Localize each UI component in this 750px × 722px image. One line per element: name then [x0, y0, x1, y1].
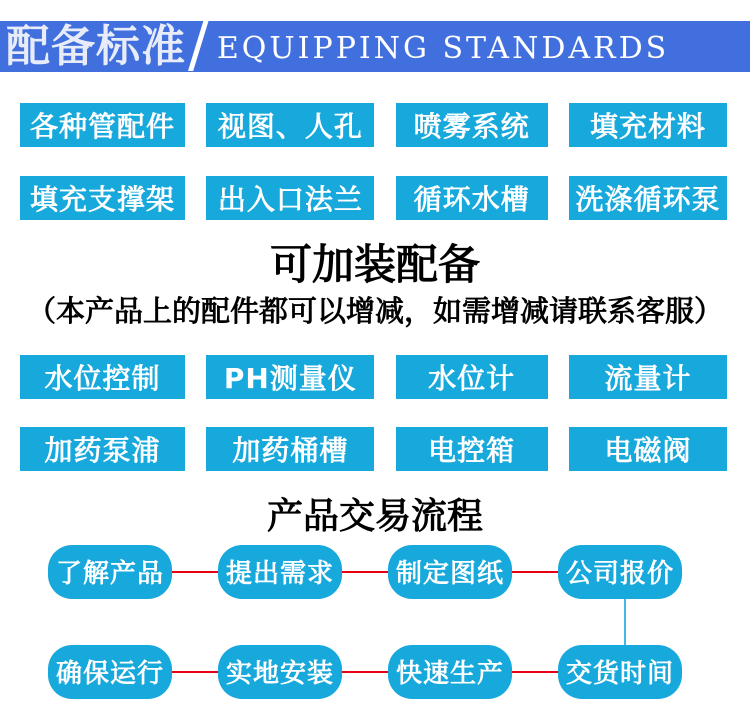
addon-item-flow-meter: 流量计: [569, 355, 727, 399]
standard-item-filling-material: 填充材料: [569, 103, 727, 147]
flow-connector-line: [512, 671, 558, 673]
addon-item-water-level-control: 水位控制: [20, 355, 185, 399]
flow-step-learn-product: 了解产品: [48, 545, 172, 599]
flow-step-make-drawings: 制定图纸: [388, 545, 512, 599]
addon-item-dosing-pump: 加药泵浦: [20, 427, 185, 471]
addon-note: （本产品上的配件都可以增减，如需增减请联系客服）: [26, 294, 723, 329]
standard-item-inlet-outlet-flange: 出入口法兰: [206, 176, 374, 220]
standard-item-view-manhole: 视图、人孔: [206, 103, 374, 147]
flow-step-ensure-operation: 确保运行: [48, 645, 172, 699]
standard-item-washing-pump: 洗涤循环泵: [569, 176, 727, 220]
standard-items-row-2: [0, 176, 750, 220]
addon-item-ph-meter: PH测量仪: [206, 355, 374, 399]
flow-connector-line: [342, 571, 388, 573]
standard-item-circulating-tank: 循环水槽: [396, 176, 548, 220]
addon-item-solenoid-valve: 电磁阀: [569, 427, 727, 471]
flow-step-onsite-installation: 实地安装: [218, 645, 342, 699]
addon-item-water-level-gauge: 水位计: [396, 355, 548, 399]
flow-step-company-quote: 公司报价: [558, 545, 682, 599]
transaction-flow-chart: [0, 545, 750, 713]
banner-title-cn: 配备标准: [6, 20, 186, 72]
flow-step-fast-production: 快速生产: [388, 645, 512, 699]
banner-title-en: EQUIPPING STANDARDS: [216, 31, 670, 66]
standard-item-spray-system: 喷雾系统: [396, 103, 548, 147]
addon-heading: 可加装配备: [269, 240, 480, 289]
flow-step-delivery-time: 交货时间: [558, 645, 682, 699]
addon-items-row-2: [0, 427, 750, 471]
flow-step-raise-requirements: 提出需求: [218, 545, 342, 599]
section-banner: [0, 6, 750, 80]
addon-item-dosing-tank: 加药桶槽: [206, 427, 374, 471]
standard-items-row-1: [0, 103, 750, 147]
standard-item-filling-support: 填充支撑架: [20, 176, 185, 220]
flow-heading: 产品交易流程: [266, 494, 483, 537]
banner-slash-divider: /: [188, 6, 209, 80]
standard-item-pipe-fittings: 各种管配件: [20, 103, 185, 147]
addon-item-electric-control-box: 电控箱: [396, 427, 548, 471]
flow-connector-line: [172, 571, 218, 573]
addon-items-row-1: [0, 355, 750, 399]
flow-connector-line: [172, 671, 218, 673]
flow-connector-vertical-line: [624, 599, 626, 645]
flow-connector-line: [512, 571, 558, 573]
flow-connector-line: [342, 671, 388, 673]
